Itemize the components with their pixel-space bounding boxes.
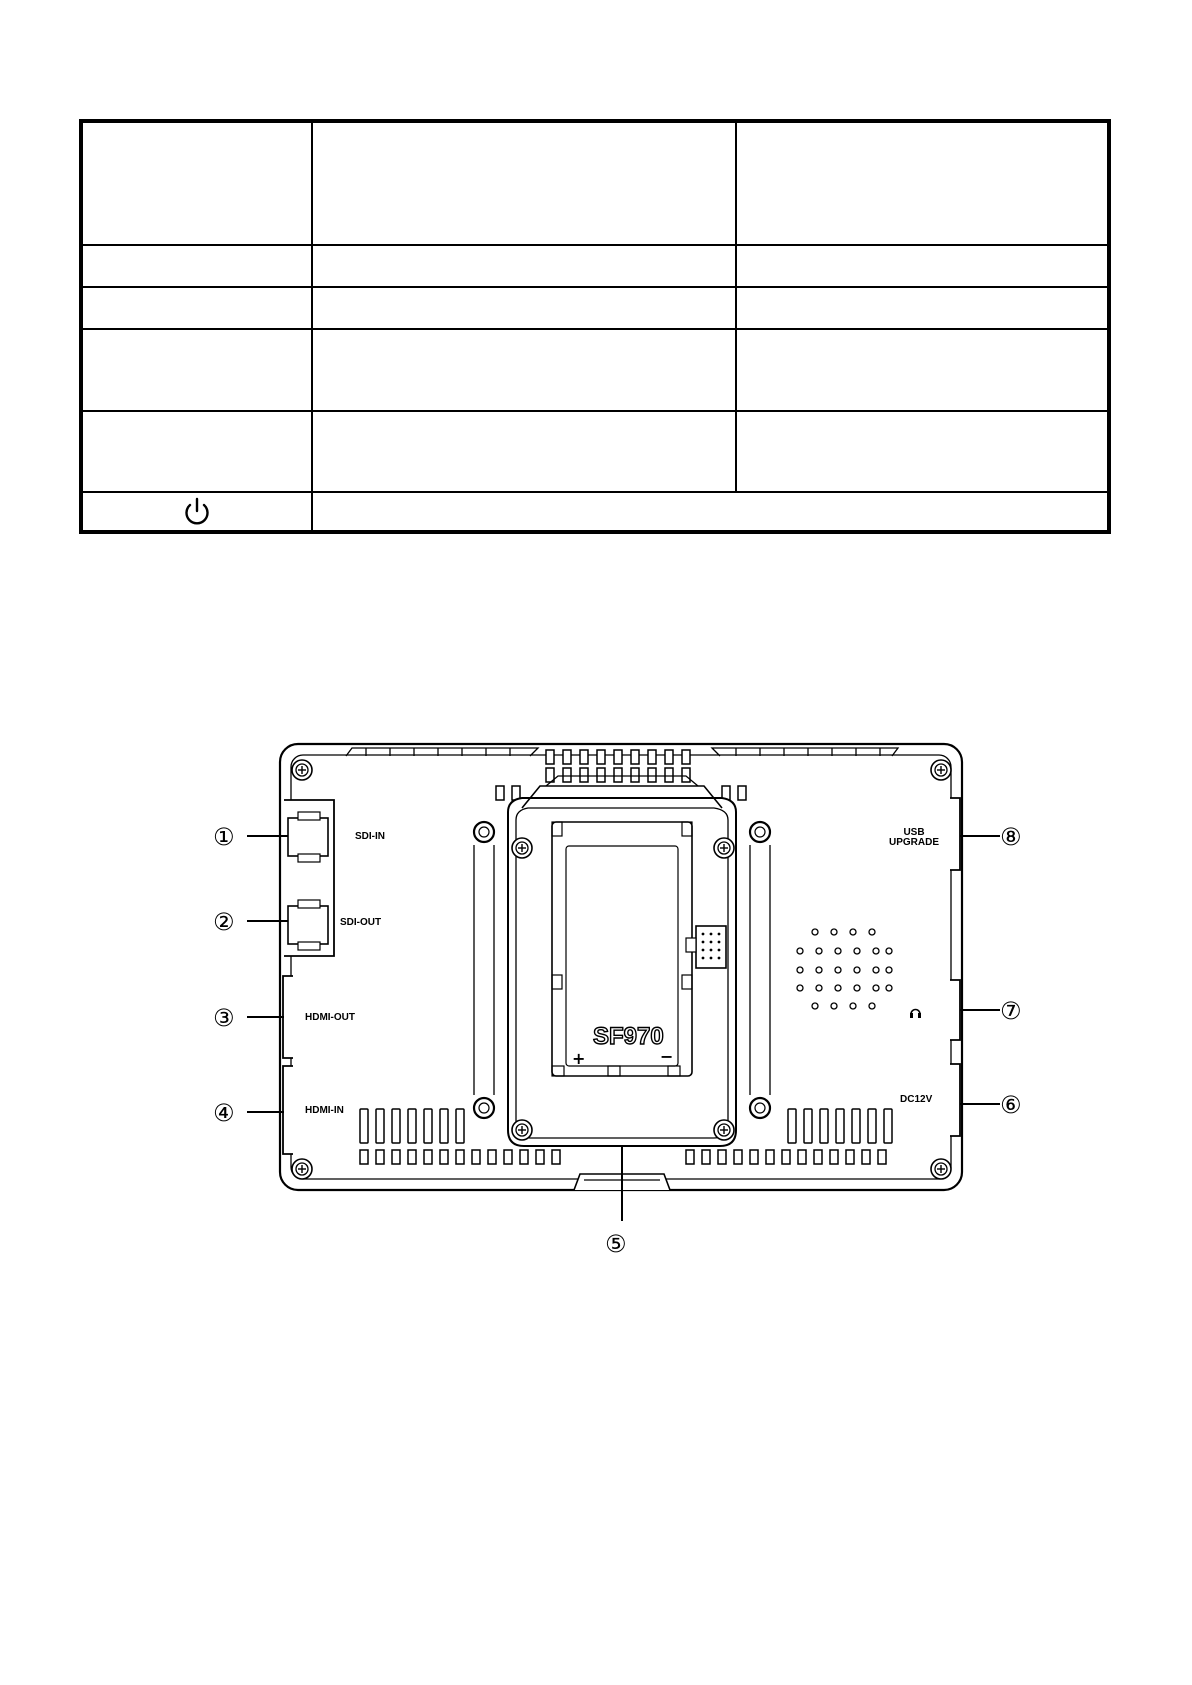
table-cell	[737, 288, 1107, 330]
callout-2: ②	[213, 908, 235, 936]
table-cell	[83, 330, 313, 412]
sdi-in-label: SDI-IN	[355, 831, 385, 842]
hdmi-in-label: HDMI-IN	[305, 1105, 344, 1116]
table-cell	[313, 412, 737, 493]
callout-3: ③	[213, 1004, 235, 1032]
table-cell	[313, 493, 1107, 530]
table-cell	[737, 246, 1107, 288]
table-cell	[83, 246, 313, 288]
battery-minus-label: −	[660, 1047, 674, 1066]
usb-label: USB	[903, 827, 925, 838]
sdi-port-block	[284, 800, 334, 956]
table-cell	[83, 412, 313, 493]
table-cell	[313, 288, 737, 330]
table-cell-power	[83, 493, 313, 530]
table-cell	[313, 246, 737, 288]
table-cell	[737, 412, 1107, 493]
table-cell	[313, 123, 737, 246]
power-icon	[182, 496, 212, 528]
callout-5: ⑤	[605, 1230, 627, 1258]
sdi-out-label: SDI-OUT	[340, 917, 382, 928]
hdmi-out-label: HDMI-OUT	[305, 1012, 355, 1023]
callout-8: ⑧	[1000, 823, 1022, 851]
spec-table	[79, 119, 1111, 534]
table-cell	[737, 123, 1107, 246]
dc12v-label: DC12V	[900, 1094, 933, 1105]
table-cell	[83, 123, 313, 246]
table-cell	[313, 330, 737, 412]
upgrade-label: UPGRADE	[888, 837, 940, 848]
callout-4: ④	[213, 1099, 235, 1127]
model-label: SF970	[593, 1023, 664, 1050]
battery-plus-label: +	[572, 1049, 586, 1068]
callout-6: ⑥	[1000, 1091, 1022, 1119]
battery-plate	[508, 776, 736, 1146]
callout-7: ⑦	[1000, 997, 1022, 1025]
table-cell	[737, 330, 1107, 412]
callout-1: ①	[213, 823, 235, 851]
table-cell	[83, 288, 313, 330]
